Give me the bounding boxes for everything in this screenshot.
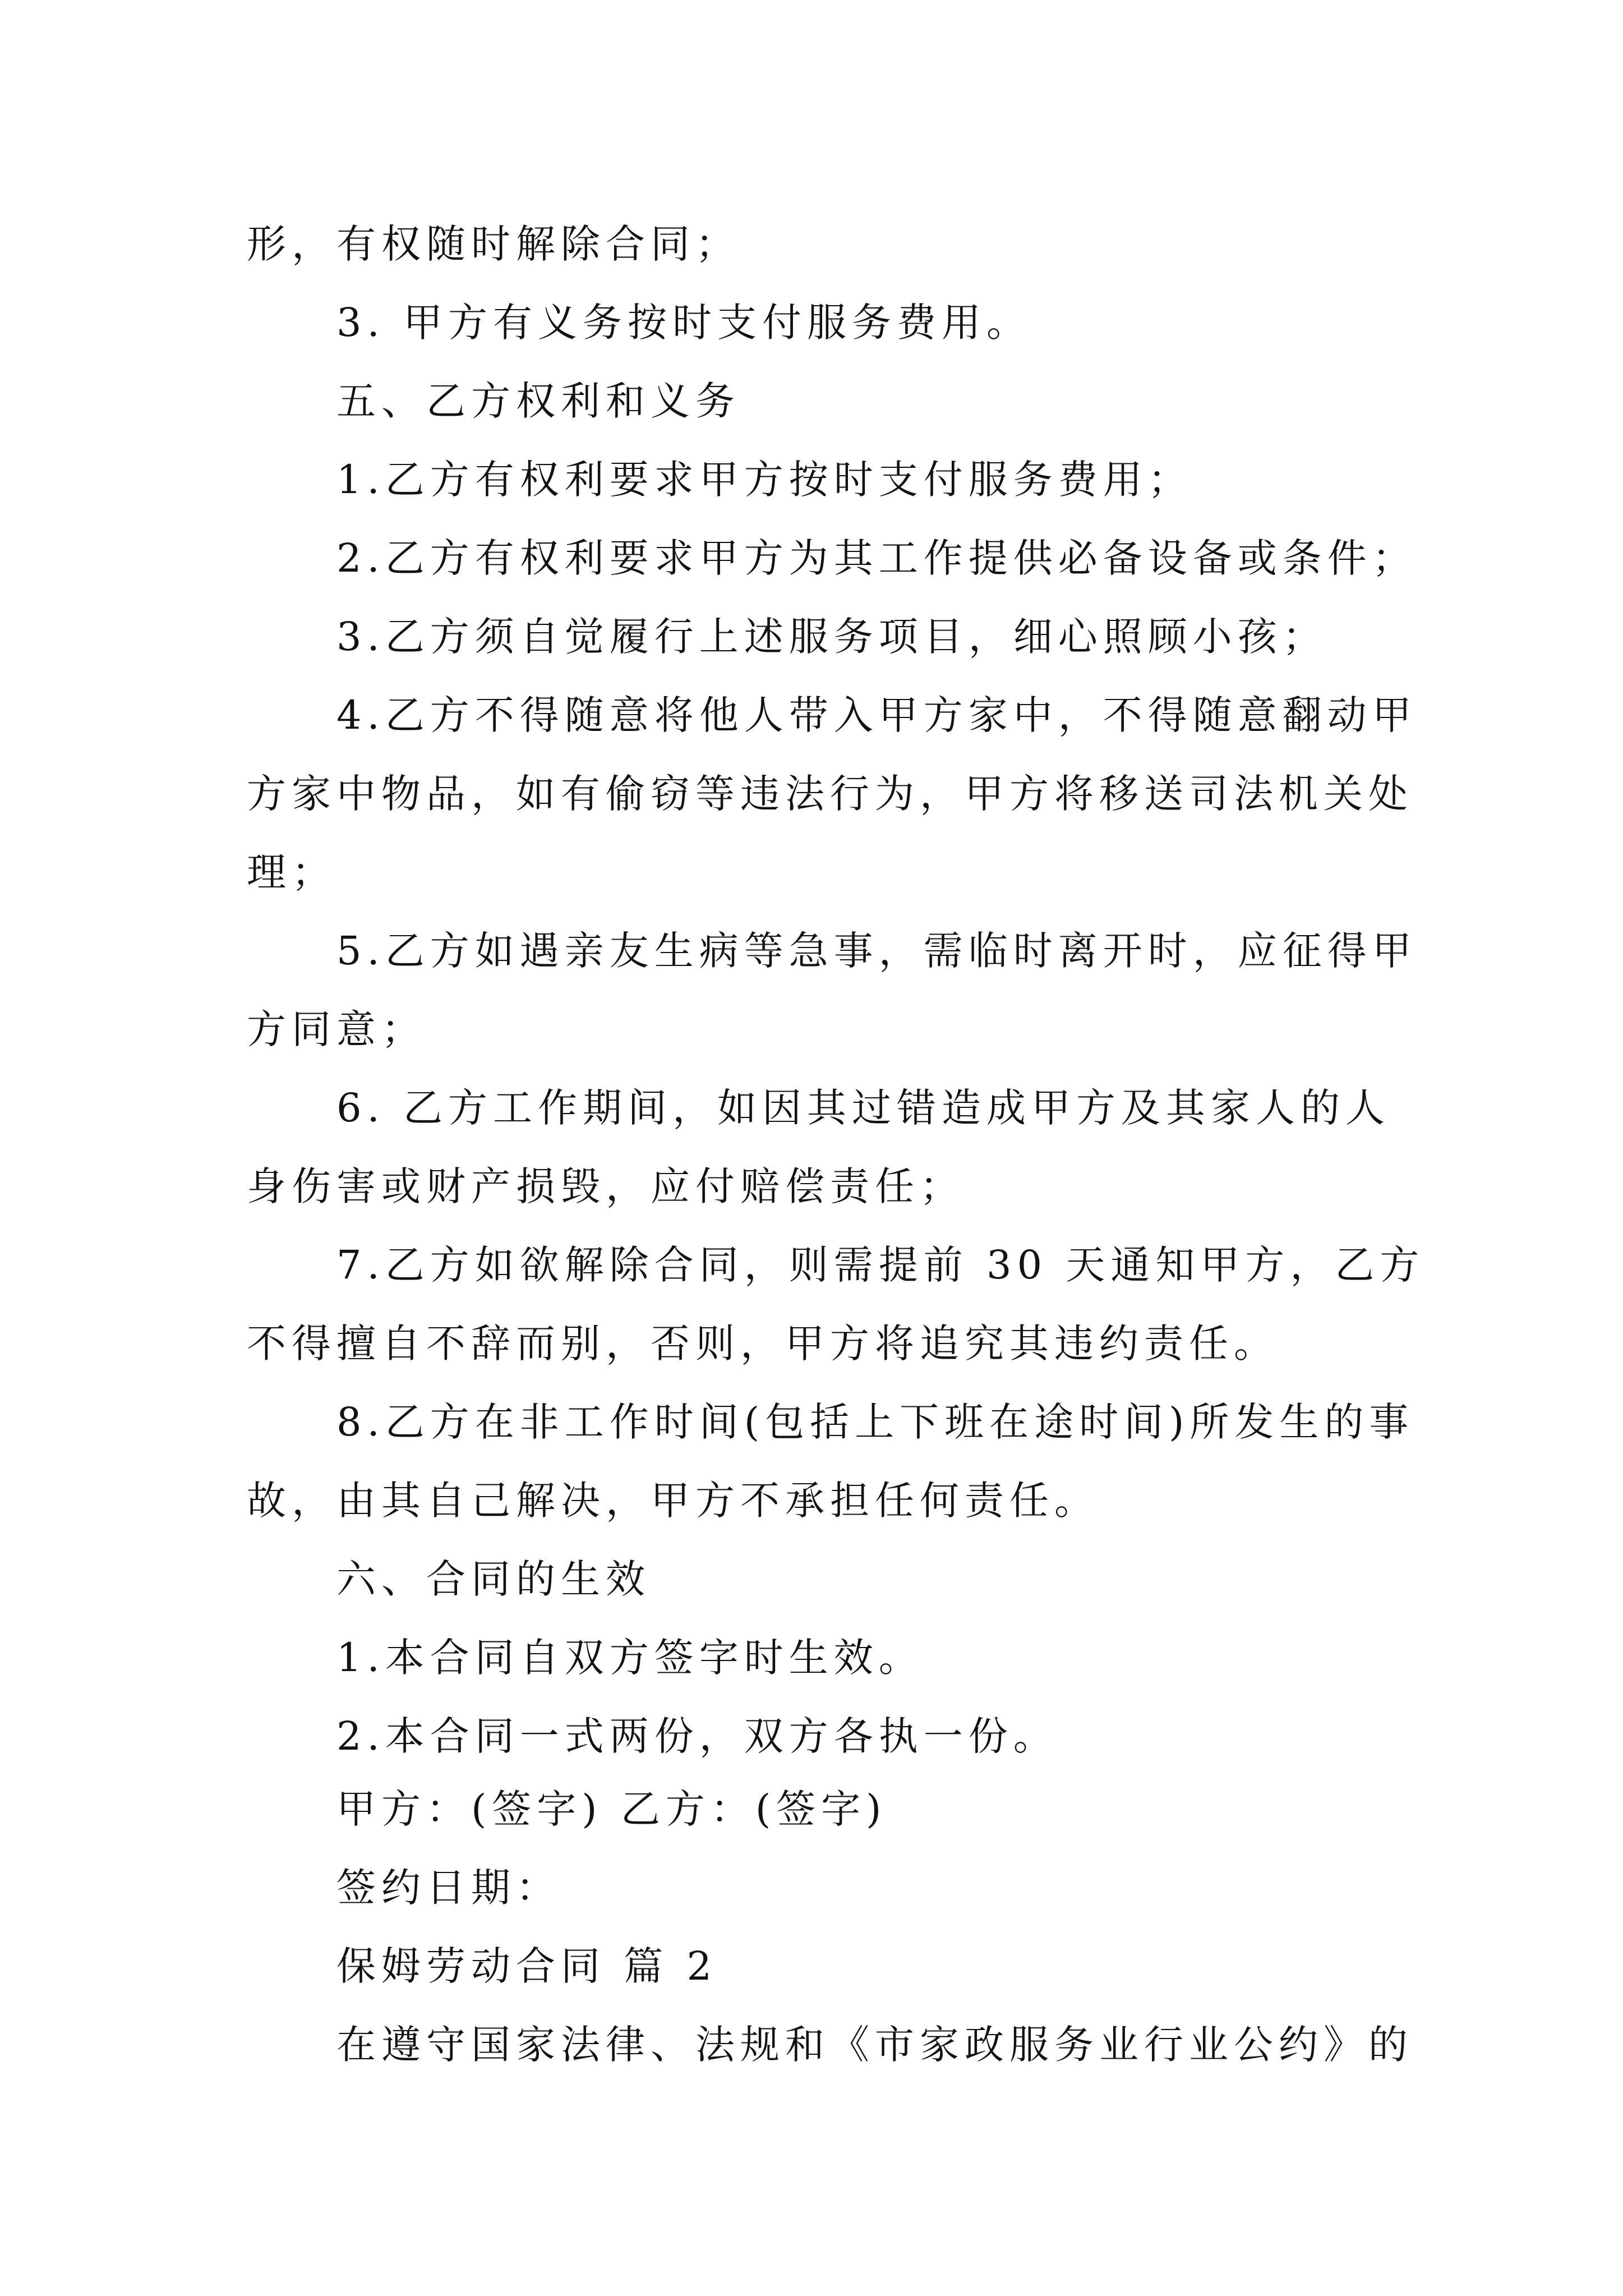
text-line-12: 6. 乙方工作期间，如因其过错造成甲方及其家人的人 xyxy=(336,1085,1391,1131)
text-line-19: 1.本合同自双方签字时生效。 xyxy=(336,1635,924,1681)
text-line-9: 理； xyxy=(247,849,336,895)
section-heading-5: 五、乙方权利和义务 xyxy=(336,378,740,424)
text-line-5: 2.乙方有权利要求甲方为其工作提供必备设备或条件； xyxy=(336,535,1417,581)
text-line-11: 方同意； xyxy=(247,1006,426,1052)
text-line-6: 3.乙方须自觉履行上述服务项目，细心照顾小孩； xyxy=(336,614,1327,660)
text-line-8: 方家中物品，如有偷窃等违法行为，甲方将移送司法机关处 xyxy=(247,771,1413,817)
text-line-4: 1.乙方有权利要求甲方按时支付服务费用； xyxy=(336,457,1193,503)
contract-title-2: 保姆劳动合同 篇 2 xyxy=(336,1943,718,1989)
text-line-14: 7.乙方如欲解除合同，则需提前 30 天通知甲方，乙方 xyxy=(336,1242,1425,1288)
text-line-13: 身伤害或财产损毁，应付赔偿责任； xyxy=(247,1163,965,1209)
text-line-1: 形，有权随时解除合同； xyxy=(247,221,740,267)
signing-date-line: 签约日期： xyxy=(336,1865,561,1911)
text-line-16: 8.乙方在非工作时间(包括上下班在途时间)所发生的事 xyxy=(336,1399,1414,1445)
text-line-24: 在遵守国家法律、法规和《市家政服务业行业公约》的 xyxy=(336,2022,1413,2068)
text-line-20: 2.本合同一式两份，双方各执一份。 xyxy=(336,1713,1058,1759)
text-line-15: 不得擅自不辞而别，否则，甲方将追究其违约责任。 xyxy=(247,1320,1279,1366)
text-line-7: 4.乙方不得随意将他人带入甲方家中，不得随意翻动甲 xyxy=(336,692,1417,738)
section-heading-6: 六、合同的生效 xyxy=(336,1556,651,1602)
text-line-17: 故，由其自己解决，甲方不承担任何责任。 xyxy=(247,1478,1099,1524)
text-line-2: 3. 甲方有义务按时支付服务费用。 xyxy=(336,300,1032,346)
signature-line: 甲方：(签字) 乙方：(签字) xyxy=(336,1786,887,1832)
text-line-10: 5.乙方如遇亲友生病等急事，需临时离开时，应征得甲 xyxy=(336,928,1417,974)
